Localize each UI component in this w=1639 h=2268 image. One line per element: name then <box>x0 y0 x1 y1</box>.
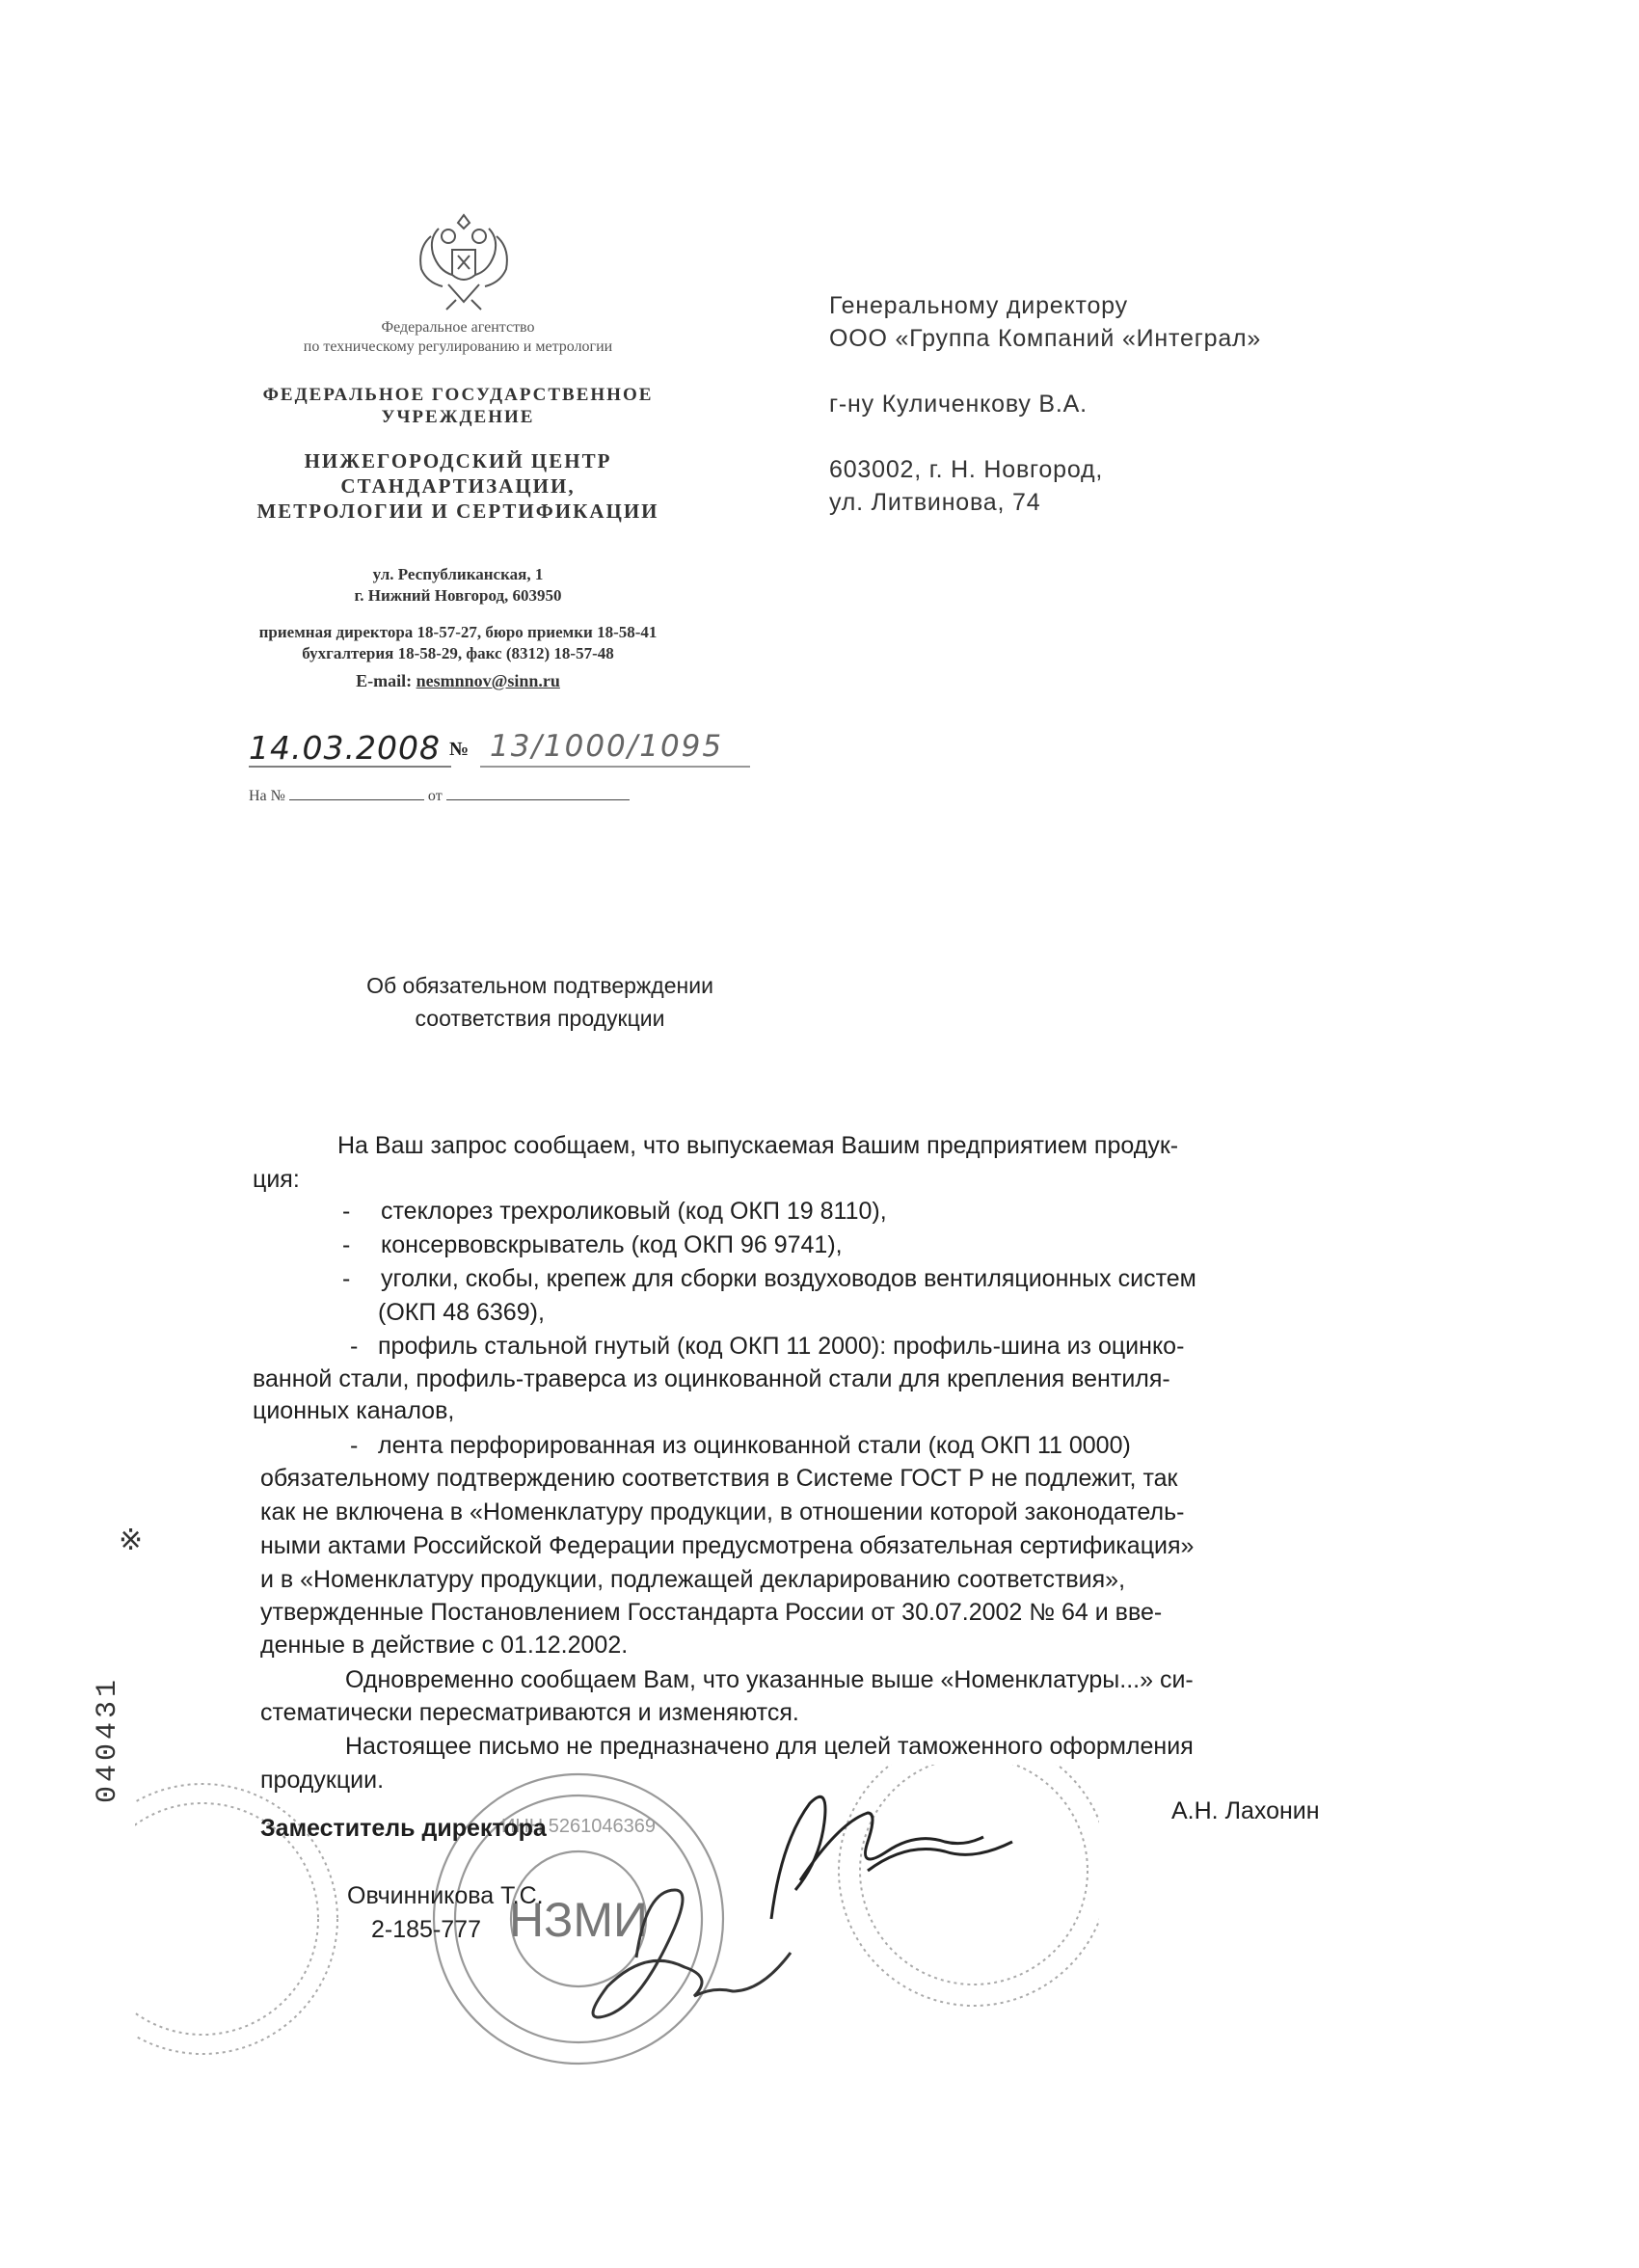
number-label: № <box>449 739 470 760</box>
list-bullet: - <box>342 1231 351 1258</box>
body-line: ция: <box>253 1166 300 1193</box>
letter-date: 14.03.2008 <box>249 729 441 767</box>
agency-line-2: по техническому регулированию и метрологии <box>303 338 613 355</box>
sender-address <box>188 564 728 607</box>
executor-name: Овчинникова Т.С. <box>347 1882 544 1909</box>
list-item: лента перфорированная из оцинкованной стали (код ОКП 11 0000) <box>378 1432 1131 1459</box>
list-bullet: - <box>342 1265 351 1292</box>
addressee-company: ООО «Группа Компаний «Интеграл» <box>829 325 1262 352</box>
sender-phones <box>188 622 728 664</box>
email-label: E-mail: <box>356 671 413 690</box>
list-item-continuation: ционных каналов, <box>253 1397 455 1424</box>
center-line-2: СТАНДАРТИЗАЦИИ, <box>340 474 576 498</box>
address-line-1: ул. Республиканская, 1 <box>372 565 544 583</box>
list-bullet: - <box>342 1198 351 1225</box>
center-line-1: НИЖЕГОРОДСКИЙ ЦЕНТР <box>304 449 612 472</box>
executor-phone: 2-185-777 <box>371 1916 481 1943</box>
agency-line-1: Федеральное агентство <box>381 319 535 336</box>
list-item: стеклорез трехроликовый (код ОКП 19 8110), <box>381 1198 887 1225</box>
addressee-city: 603002, г. Н. Новгород, <box>829 456 1104 483</box>
ref-date-blank <box>446 786 630 800</box>
addressee-name: г-ну Куличенкову В.А. <box>829 391 1088 418</box>
body-line: Настоящее письмо не предназначено для целей таможенного оформления <box>345 1733 1194 1760</box>
list-item-continuation: ванной стали, профиль-траверса из оцинкованной стали для крепления вентиля- <box>253 1365 1170 1392</box>
email-link[interactable]: nesmnnov@sinn.ru <box>416 671 560 690</box>
center-line-3: МЕТРОЛОГИИ И СЕРТИФИКАЦИИ <box>256 500 659 523</box>
outgoing-registration <box>249 729 789 768</box>
ref-number-blank <box>289 786 424 800</box>
list-item: уголки, скобы, крепеж для сборки воздуховодов вентиляционных систем <box>381 1265 1196 1292</box>
list-bullet: - <box>350 1333 359 1360</box>
addressee-street: ул. Литвинова, 74 <box>829 489 1041 516</box>
letter-subject <box>289 969 791 1035</box>
stamp-inn-text: ИНН 5261046369 <box>500 1816 657 1837</box>
stamp-inner-text: НЗМИ <box>509 1893 648 1947</box>
body-line: стематически пересматриваются и изменяются. <box>260 1699 799 1726</box>
margin-mark: ※ <box>119 1524 144 1557</box>
list-item: консервовскрыватель (код ОКП 96 9741), <box>381 1231 843 1258</box>
body-line: обязательному подтверждению соответствия в Системе ГОСТ Р не подлежит, так <box>260 1465 1178 1492</box>
addressee-position: Генеральному директору <box>829 292 1128 319</box>
body-line: как не включена в «Номенклатуру продукции, в отношении которой законодатель- <box>260 1498 1185 1526</box>
date-underline <box>249 764 789 770</box>
coat-of-arms-emblem <box>410 207 518 315</box>
ref-from-label: от <box>427 788 443 804</box>
body-line: ными актами Российской Федерации предусмотрена обязательная сертификация» <box>260 1532 1195 1559</box>
subject-line-2: соответствия продукции <box>415 1006 665 1031</box>
subject-line-1: Об обязательном подтверждении <box>366 973 713 998</box>
fgu-line-1: ФЕДЕРАЛЬНОЕ ГОСУДАРСТВЕННОЕ <box>262 385 654 405</box>
institution-type <box>188 384 728 428</box>
signatory-name: А.Н. Лахонин <box>1171 1797 1320 1824</box>
body-line: продукции. <box>260 1767 385 1794</box>
reference-line <box>249 786 673 809</box>
body-line: утвержденные Постановлением Госстандарта России от 30.07.2002 № 64 и вве- <box>260 1599 1163 1626</box>
address-line-2: г. Нижний Новгород, 603950 <box>354 586 562 605</box>
body-line: и в «Номенклатуру продукции, подлежащей декларированию соответствия», <box>260 1566 1126 1593</box>
list-bullet: - <box>350 1432 359 1459</box>
director-signature <box>752 1774 1041 1938</box>
phones-line-1: приемная директора 18-57-27, бюро приемки 18-58-41 <box>258 623 658 641</box>
sender-email <box>188 671 728 691</box>
list-item-continuation: (ОКП 48 6369), <box>378 1299 545 1326</box>
addressee-block <box>829 289 1369 519</box>
signatory-position: Заместитель директора <box>260 1815 547 1842</box>
body-line: Одновременно сообщаем Вам, что указанные выше «Номенклатуры...» си- <box>345 1666 1194 1693</box>
margin-document-code: 040431 <box>92 1675 124 1803</box>
agency-name <box>188 318 728 357</box>
list-item: профиль стальной гнутый (код ОКП 11 2000): профиль-шина из оцинко- <box>378 1333 1185 1360</box>
letter-number: 13/1000/1095 <box>490 729 724 764</box>
body-line: денные в действие с 01.12.2002. <box>260 1632 629 1659</box>
institution-name <box>188 448 728 524</box>
fgu-line-2: УЧРЕЖДЕНИЕ <box>381 407 535 427</box>
phones-line-2: бухгалтерия 18-58-29, факс (8312) 18-57-48 <box>302 644 614 662</box>
ref-number-label: На № <box>249 788 285 804</box>
body-line: На Ваш запрос сообщаем, что выпускаемая Вашим предприятием продук- <box>337 1132 1179 1159</box>
